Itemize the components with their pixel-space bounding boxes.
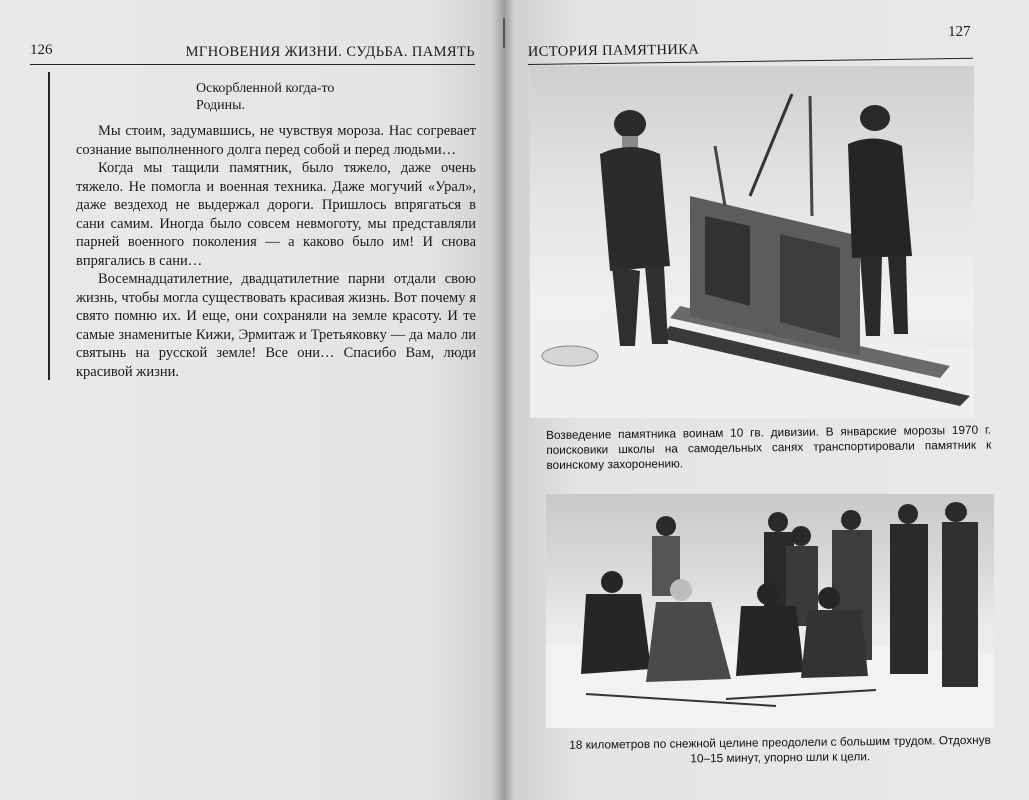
paragraph: Восемнадцатилетние, двадцатилетние парни отдали свою жизнь, чтобы могла существовать красивая жизнь. Вот почему я свято помню их. И еще, они сохраняли на земле красоту. И те самые знаменитые Кижи, Эрмитаж и Третьяковку — да мало ли святынь на русской земле! Все они… Спасибо Вам, люди красивой жизни. xyxy=(76,271,476,380)
page-number-left: 126 xyxy=(30,42,53,58)
page-number-right: 127 xyxy=(947,23,971,41)
margin-rule-bottom xyxy=(48,118,50,380)
running-title-left: МГНОВЕНИЯ ЖИЗНИ. СУДЬБА. ПАМЯТЬ xyxy=(185,44,475,60)
photo-caption-1: Возведение памятника воинам 10 гв. дивизии. В январские морозы 1970 г. поисковики школы на самодельных санях транспортировали памятник к воинскому захоронению. xyxy=(546,422,992,472)
poem-line: Родины. xyxy=(196,98,246,113)
photo-monument-transport xyxy=(530,66,974,418)
paragraph: Когда мы тащили памятник, было тяжело, даже очень тяжело. Не помогла и военная техника. Даже могучий «Урал», даже вездеход не выдержал дороги. Пришлось впрягаться в сани самим. Иногда было совсем невмоготу, мы представляли парней военного поколения — а каково было им! И снова впрягались в сани… xyxy=(76,160,476,269)
running-title-right: ИСТОРИЯ ПАМЯТНИКА xyxy=(527,41,700,61)
poem-line: Оскорбленной когда-то xyxy=(196,81,335,96)
poem-fragment xyxy=(196,80,334,114)
body-text xyxy=(76,122,476,381)
paragraph: Мы стоим, задумавшись, не чувствуя мороза. Нас согревает сознание выполненного долга перед собой и перед людьми… xyxy=(76,123,476,158)
left-page xyxy=(0,0,500,800)
photo-caption-2: 18 километров по снежной целине преодолели с большим трудом. Отдохнув 10–15 минут, упорно шли к цели. xyxy=(569,732,991,766)
left-running-header xyxy=(30,42,475,65)
book-gutter xyxy=(492,0,514,800)
gutter-mark xyxy=(503,18,505,48)
photo-group-resting xyxy=(546,494,994,728)
margin-rule-top xyxy=(48,72,50,120)
